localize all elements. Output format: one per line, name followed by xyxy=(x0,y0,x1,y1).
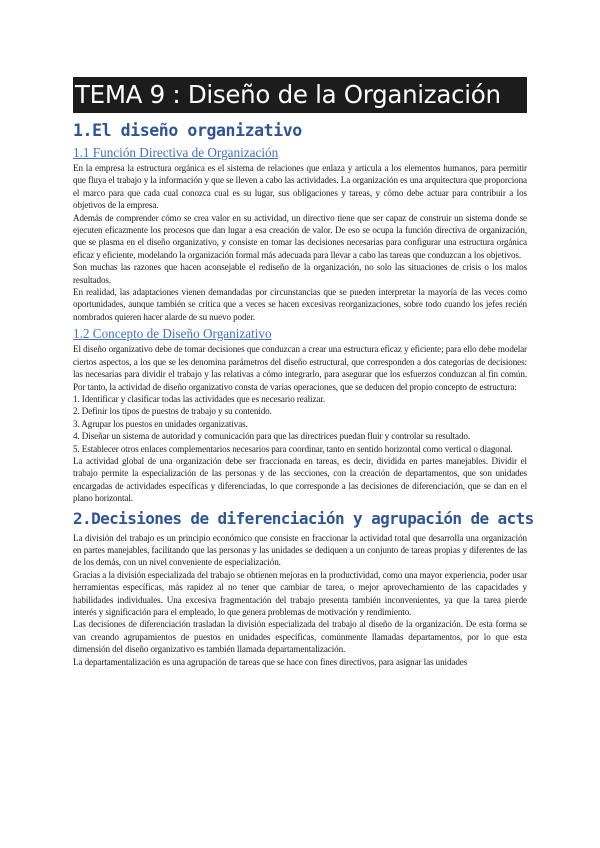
paragraph: La división del trabajo es un principio económico que consiste en fraccionar la actividad total que desarrolla una organización en partes manejables, facilitando que las personas y las unidades se dediquen a un conjunto de tareas propias y diferentes de las de los demás, con un nivel conveniente de especialización. xyxy=(73,532,527,568)
paragraph: Las decisiones de diferenciación trasladan la división especializada del trabajo al diseño de la organización. De esta forma se van creando agrupamientos de puestos en unidades específicas, comúnmente llamadas departamentos, por lo que esta dimensión del diseño organizativo es también llamada departamentalización. xyxy=(73,619,527,655)
list-item: 4. Diseñar un sistema de autoridad y comunicación para que las directrices puedan fluir y controlar su resultado. xyxy=(73,431,471,442)
list-item: 3. Agrupar los puestos en unidades organizativas. xyxy=(73,418,248,429)
list-item: 2. Definir los tipos de puestos de trabajo y su contenido. xyxy=(73,406,272,417)
list-item: 1. Identificar y clasificar todas las actividades que es necesario realizar. xyxy=(73,393,325,404)
list-item: 5. Establecer otros enlaces complementarios necesarios para coordinar, tanto en sentido horizontal como vertical o diagonal. xyxy=(73,443,513,454)
page-title: TEMA 9 : Diseño de la Organización xyxy=(73,77,527,113)
paragraph: Además de comprender cómo se crea valor en su actividad, un directivo tiene que ser capaz de construir un sistema donde se ejecuten eficazmente los procesos que dan lugar a esa creación de valor. De eso se ocupa la función directiva de organización, que se plasma en el diseño organizativo, y consiste en tomar las decisiones necesarias para configurar una estructura orgánica eficaz y eficiente, modelando la organización formal más adecuada para llevar a cabo las tareas que conduzcan a los objetivos. xyxy=(73,212,527,260)
section-heading-1: 1.El diseño organizativo xyxy=(73,121,302,140)
section-heading-2: 2.Decisiones de diferenciación y agrupación de acts xyxy=(73,508,534,528)
subsection-heading-1-1: 1.1 Función Directiva de Organización xyxy=(73,145,279,160)
paragraph: Son muchas las razones que hacen aconsejable el rediseño de la organización, no solo las situaciones de crisis o los malos resultados. xyxy=(73,262,527,285)
subsection-heading-1-2: 1.2 Concepto de Diseño Organizativo xyxy=(73,326,272,342)
paragraph: El diseño organizativo debe de tomar decisiones que conduzcan a crear una estructura eficaz y eficiente; para ello debe modelar ciertos aspectos, a los que se les denomina parámetros del diseño estructural, que corresponden a dos categorías de decisiones: las necesarias para dividir el trabajo y las relativas a cómo integrarlo, para asegurar que los esfuerzos conduzcan al fin común. Por tanto, la actividad de diseño organizativo consta de varias operaciones, que se deducen del propio concepto de estructura: xyxy=(73,344,527,392)
paragraph: En la empresa la estructura orgánica es el sistema de relaciones que enlaza y articula a los elementos humanos, para permitir que fluya el trabajo y la información y que se lleven a cabo las actividades. La organización es una arquitectura que proporciona el marco para que cada cual conozca cual es su lugar, sus obligaciones y tareas, y cómo debe actuar para contribuir a los objetivos de la empresa. xyxy=(73,163,527,211)
paragraph: En realidad, las adaptaciones vienen demandadas por circunstancias que se pueden interpretar la mayoría de las veces como oportunidades, aunque también se critica que a veces se hacen excesivas reorganizaciones, sobre todo cuando los jefes recién nombrados quieren hacer alarde de su nuevo poder. xyxy=(73,287,527,322)
paragraph: La actividad global de una organización debe ser fraccionada en tareas, es decir, dividida en partes manejables. Dividir el trabajo permite la especialización de las personas y de las secciones, con la creación de departamentos, que son unidades encargadas de actividades específicas y diferenciadas, lo que corresponde a las decisiones de diferenciación, que se dan en el plano horizontal. xyxy=(73,455,527,504)
paragraph: Gracias a la división especializada del trabajo se obtienen mejoras en la productividad, como una mayor experiencia, poder usar herramientas específicas, más rapidez al no tener que cambiar de tarea, o mejor aprovechamiento de las capacidades y habilidades individuales. Una excesiva fragmentación del trabajo presenta también inconvenientes, ya que la tarea pierde interés y significación para el empleado, lo que genera problemas de motivación y rendimiento. xyxy=(73,569,527,617)
paragraph: La departamentalización es una agrupación de tareas que se hace con fines directivos, para asignar las unidades xyxy=(73,656,468,667)
